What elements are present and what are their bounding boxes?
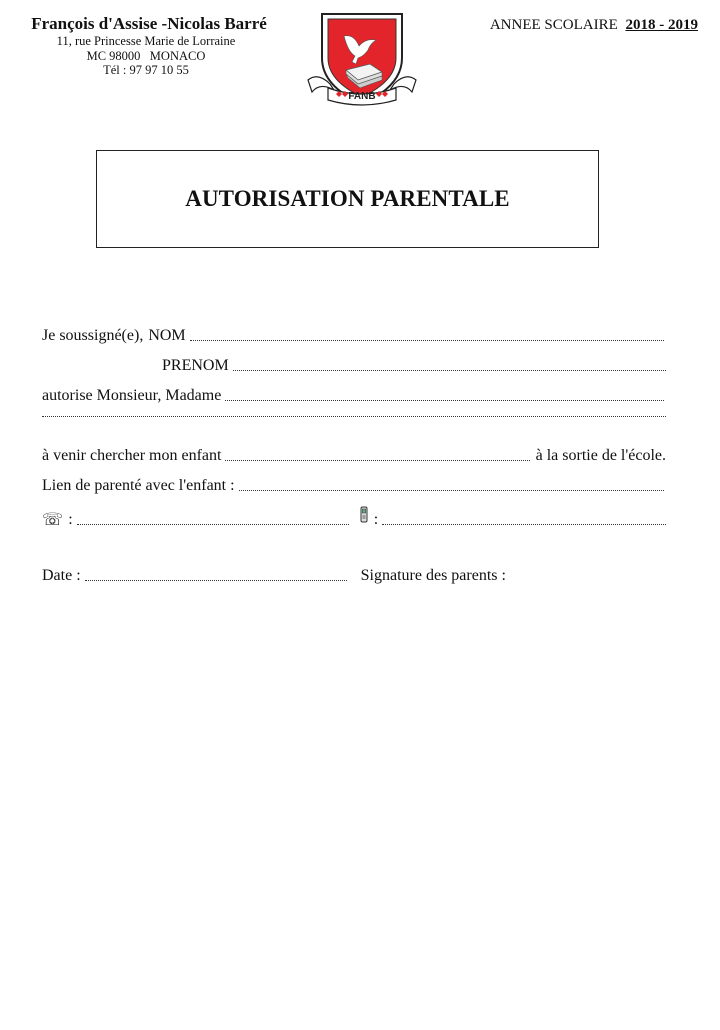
date-field[interactable]	[85, 580, 347, 581]
date-label: Date :	[42, 567, 81, 584]
sortie-label: à la sortie de l'école.	[535, 447, 666, 464]
school-name: François d'Assise -Nicolas Barré	[31, 14, 267, 33]
mobile-field[interactable]	[382, 524, 666, 525]
phone-field[interactable]	[77, 524, 349, 525]
school-phone: Tél : 97 97 10 55	[103, 63, 189, 77]
school-year	[490, 17, 698, 34]
prenom-row	[162, 356, 666, 376]
lien-field[interactable]	[239, 490, 664, 491]
autorise-continuation-row	[42, 416, 666, 422]
title-box	[96, 150, 599, 248]
page-title: AUTORISATION PARENTALE	[185, 186, 510, 211]
lien-label: Lien de parenté avec l'enfant :	[42, 477, 235, 494]
school-info	[0, 14, 292, 78]
school-year-label: ANNEE SCOLAIRE	[489, 17, 618, 33]
autorise-name-continuation-field[interactable]	[42, 416, 666, 417]
prenom-label: PRENOM	[162, 357, 229, 374]
venir-row	[42, 446, 666, 466]
address-line-1: 11, rue Princesse Marie de Lorraine	[56, 34, 236, 48]
mobile-phone-icon	[359, 506, 369, 529]
signature-label: Signature des parents :	[360, 567, 506, 584]
nom-prefix: Je soussigné(e),	[42, 327, 144, 344]
child-name-field[interactable]	[225, 460, 529, 461]
prenom-field[interactable]	[233, 370, 666, 371]
svg-text:FANB: FANB	[348, 91, 376, 102]
phone-row	[42, 506, 666, 530]
telephone-icon: ☏	[42, 510, 64, 530]
mobile-colon: :	[373, 511, 379, 528]
school-crest-icon	[304, 8, 420, 106]
address-line-2: MC 98000 MONACO	[86, 48, 206, 63]
lien-row	[42, 476, 666, 496]
autorise-name-field[interactable]	[225, 400, 664, 401]
date-signature-row	[42, 566, 582, 586]
venir-label: à venir chercher mon enfant	[42, 447, 222, 464]
school-year-value: 2018 - 2019	[625, 17, 698, 33]
nom-row	[42, 326, 666, 346]
nom-label: NOM	[148, 327, 186, 344]
nom-field[interactable]	[190, 340, 664, 341]
autorise-label: autorise Monsieur, Madame	[42, 387, 222, 404]
autorise-row	[42, 386, 666, 406]
phone-colon: :	[68, 511, 73, 528]
